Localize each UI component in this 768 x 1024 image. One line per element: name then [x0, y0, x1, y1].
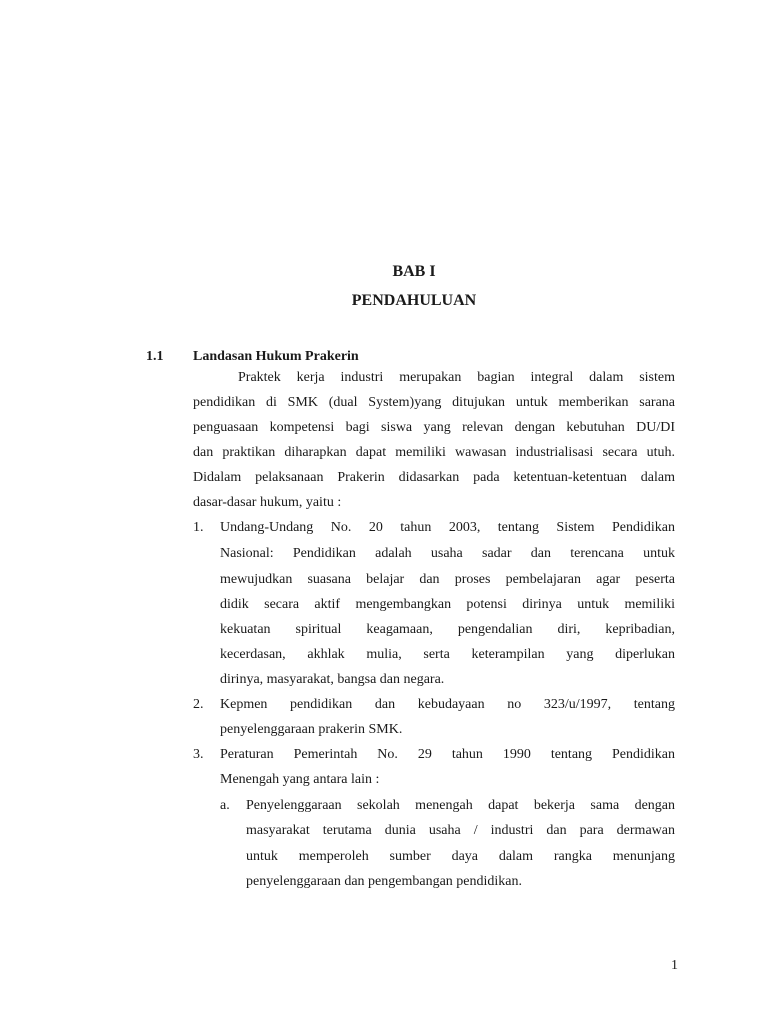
chapter-number: BAB I [392, 263, 436, 280]
chapter-title: PENDAHULUAN [351, 292, 477, 309]
list-item-line: penyelenggaraan prakerin SMK. [220, 722, 403, 737]
list-item-line: kekuatan spiritual keagamaan, pengendalian diri, kepribadian, [220, 622, 675, 637]
section-title: Landasan Hukum Prakerin [193, 349, 359, 364]
list-item-line: didik secara aktif mengembangkan potensi dirinya untuk memiliki [220, 597, 675, 612]
paragraph-line: Didalam pelaksanaan Prakerin didasarkan pada ketentuan-ketentuan dalam [193, 470, 675, 485]
list-item-line: Menengah yang antara lain : [220, 772, 380, 787]
list-item-number: 3. [193, 747, 204, 762]
paragraph-line: penguasaan kompetensi bagi siswa yang relevan dengan kebutuhan DU/DI [193, 420, 675, 435]
list-item-line: Nasional: Pendidikan adalah usaha sadar dan terencana untuk [220, 546, 675, 561]
sub-item-letter: a. [220, 798, 230, 813]
sub-item-line: Penyelenggaraan sekolah menengah dapat bekerja sama dengan [246, 798, 675, 813]
list-item-line: dirinya, masyarakat, bangsa dan negara. [220, 672, 445, 687]
page-number: 1 [671, 958, 678, 973]
list-item-line: mewujudkan suasana belajar dan proses pembelajaran agar peserta [220, 572, 675, 587]
sub-item-line: untuk memperoleh sumber daya dalam rangka menunjang [246, 849, 675, 864]
paragraph-line: dan praktikan diharapkan dapat memiliki wawasan industrialisasi secara utuh. [193, 445, 675, 460]
paragraph-line: Praktek kerja industri merupakan bagian integral dalam sistem [238, 370, 675, 385]
paragraph-line: pendidikan di SMK (dual System)yang ditujukan untuk memberikan sarana [193, 395, 675, 410]
list-item-line: Peraturan Pemerintah No. 29 tahun 1990 tentang Pendidikan [220, 747, 675, 762]
paragraph-line: dasar-dasar hukum, yaitu : [193, 495, 342, 510]
list-item-number: 1. [193, 520, 204, 535]
section-number: 1.1 [146, 349, 164, 364]
sub-item-line: masyarakat terutama dunia usaha / industri dan para dermawan [246, 823, 675, 838]
list-item-line: kecerdasan, akhlak mulia, serta keterampilan yang diperlukan [220, 647, 675, 662]
sub-item-line: penyelenggaraan dan pengembangan pendidikan. [246, 874, 523, 889]
list-item-line: Undang-Undang No. 20 tahun 2003, tentang Sistem Pendidikan [220, 520, 675, 535]
list-item-line: Kepmen pendidikan dan kebudayaan no 323/u/1997, tentang [220, 697, 675, 712]
list-item-number: 2. [193, 697, 204, 712]
